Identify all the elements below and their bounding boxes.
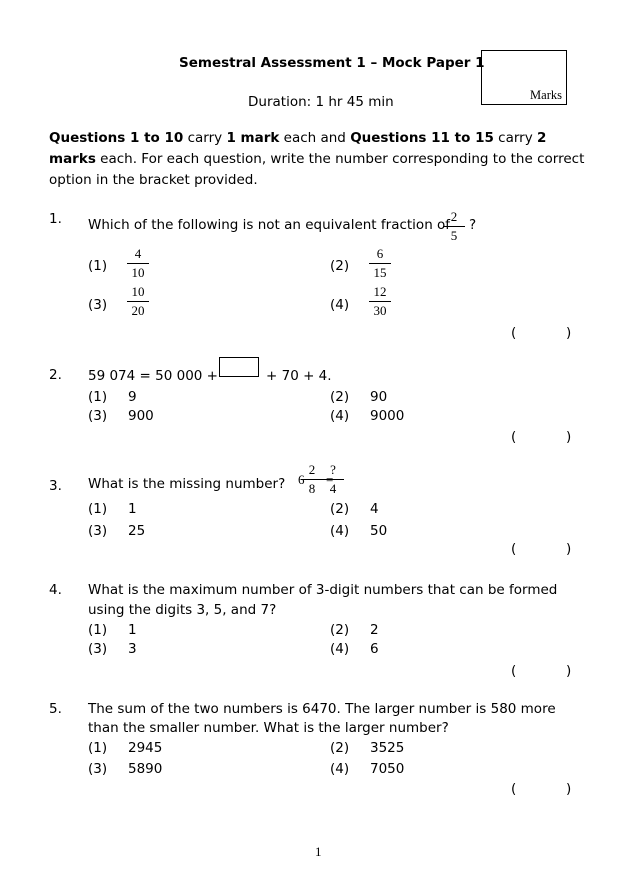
q3-equation	[296, 462, 356, 498]
q3-bracket-close: )	[566, 541, 572, 557]
q1-option-3-fraction	[127, 284, 149, 319]
instr-text-2: each and	[279, 130, 351, 146]
q5-answer-space[interactable]	[520, 778, 566, 798]
q5-bracket-close: )	[566, 781, 572, 797]
q5-number: 5.	[49, 701, 62, 717]
q3-number: 3.	[49, 478, 62, 494]
q3-option-3-label: (3)	[88, 523, 108, 539]
q1-bracket-close: )	[566, 325, 572, 341]
fraction-bar	[322, 479, 344, 480]
q5-option-4-label: (4)	[330, 761, 350, 777]
q1-number: 1.	[49, 211, 62, 227]
q3-option-2-value: 4	[370, 501, 379, 517]
duration-text: Duration: 1 hr 45 min	[248, 94, 394, 110]
q3-option-1-value: 1	[128, 501, 137, 517]
instr-text-1: carry	[183, 130, 227, 146]
instr-bold-3: Questions 11 to 15	[350, 130, 494, 146]
q2-bracket-close: )	[566, 429, 572, 445]
q5-option-3-label: (3)	[88, 761, 108, 777]
q3-option-4-label: (4)	[330, 523, 350, 539]
instr-bold-1: Questions 1 to 10	[49, 130, 184, 146]
q5-option-3-value: 5890	[128, 761, 163, 777]
q3-fraction-a	[301, 462, 323, 497]
q1-option-4-label: (4)	[330, 297, 350, 313]
fraction-bar	[369, 263, 391, 264]
q4-option-1-label: (1)	[88, 622, 108, 638]
q4-option-3-label: (3)	[88, 641, 108, 657]
instr-bold-2: 1 mark	[226, 130, 280, 146]
q1-opt4-n: 12	[373, 284, 387, 299]
q1-opt3-n: 10	[131, 284, 145, 299]
q3-answer-space[interactable]	[520, 538, 566, 558]
q2-option-1-value: 9	[128, 389, 137, 405]
q4-option-4-value: 6	[370, 641, 379, 657]
fraction-bar	[443, 226, 465, 227]
q3-option-4-value: 50	[370, 523, 388, 539]
q1-option-2-label: (2)	[330, 258, 350, 274]
q3-fb-n: ?	[330, 462, 336, 477]
q2-number: 2.	[49, 367, 62, 383]
q3-text: What is the missing number?	[88, 476, 286, 492]
q5-option-1-label: (1)	[88, 740, 108, 756]
q2-text-after: + 70 + 4.	[266, 368, 332, 384]
instructions	[49, 128, 597, 191]
fraction-bar	[127, 301, 149, 302]
q2-option-1-label: (1)	[88, 389, 108, 405]
q5-option-2-value: 3525	[370, 740, 405, 756]
q4-bracket-close: )	[566, 663, 572, 679]
q1-option-1-fraction	[127, 246, 149, 281]
q1-opt1-d: 10	[131, 265, 145, 280]
fraction-bar	[369, 301, 391, 302]
q5-line-2: than the smaller number. What is the larger number?	[88, 720, 449, 736]
q5-option-4-value: 7050	[370, 761, 405, 777]
paper-title: Semestral Assessment 1 – Mock Paper 1	[179, 55, 485, 71]
q3-fa-d: 8	[308, 481, 316, 496]
q1-text: Which of the following is not an equivalent fraction of	[88, 217, 451, 233]
q5-option-2-label: (2)	[330, 740, 350, 756]
q1-opt2-d: 15	[373, 265, 387, 280]
q3-option-2-label: (2)	[330, 501, 350, 517]
q1-option-1-label: (1)	[88, 258, 108, 274]
q1-opt2-n: 6	[376, 246, 384, 261]
q1-bracket-open: (	[511, 325, 517, 341]
q3-fraction-b	[322, 462, 344, 497]
q1-fraction	[443, 209, 465, 244]
fraction-bar	[127, 263, 149, 264]
q5-bracket-open: (	[511, 781, 517, 797]
q1-option-4-fraction	[369, 284, 391, 319]
q1-opt3-d: 20	[131, 303, 145, 318]
q2-option-4-value: 9000	[370, 408, 405, 424]
q1-option-3-label: (3)	[88, 297, 108, 313]
q1-fraction-numerator: 2	[450, 209, 458, 224]
q2-option-3-label: (3)	[88, 408, 108, 424]
marks-box[interactable]	[481, 50, 567, 105]
q2-text-before: 59 074 = 50 000 +	[88, 368, 218, 384]
q3-fa-n: 2	[308, 462, 316, 477]
q2-blank-box[interactable]	[219, 357, 259, 377]
q2-option-2-label: (2)	[330, 389, 350, 405]
q4-line-2: using the digits 3, 5, and 7?	[88, 602, 277, 618]
q2-answer-space[interactable]	[520, 426, 566, 446]
instr-bold-4: 2 marks	[49, 130, 547, 167]
q1-opt1-n: 4	[134, 246, 142, 261]
q3-equals: =	[326, 472, 334, 487]
instr-text-4: each. For each question, write the number corresponding to the correct option in the bracket provided.	[49, 151, 585, 188]
marks-label: Marks	[530, 88, 562, 102]
q5-line-1: The sum of the two numbers is 6470. The larger number is 580 more	[88, 701, 556, 717]
q4-bracket-open: (	[511, 663, 517, 679]
q3-bracket-open: (	[511, 541, 517, 557]
q3-whole-number: 6	[298, 472, 305, 487]
q4-option-2-value: 2	[370, 622, 379, 638]
q5-option-1-value: 2945	[128, 740, 163, 756]
instr-text-3: carry	[493, 130, 538, 146]
q4-number: 4.	[49, 582, 62, 598]
q1-question-mark: ?	[469, 217, 477, 233]
q4-option-2-label: (2)	[330, 622, 350, 638]
q3-option-3-value: 25	[128, 523, 146, 539]
q4-option-4-label: (4)	[330, 641, 350, 657]
q3-fb-d: 4	[329, 481, 337, 496]
q1-opt4-d: 30	[373, 303, 387, 318]
q1-answer-space[interactable]	[520, 322, 566, 342]
q2-option-3-value: 900	[128, 408, 154, 424]
q1-fraction-denominator: 5	[450, 228, 458, 243]
fraction-bar	[301, 479, 323, 480]
q1-option-2-fraction	[369, 246, 391, 281]
q4-line-1: What is the maximum number of 3-digit numbers that can be formed	[88, 582, 558, 598]
q2-option-4-label: (4)	[330, 408, 350, 424]
page-number: 1	[315, 844, 322, 859]
q4-option-1-value: 1	[128, 622, 137, 638]
q4-answer-space[interactable]	[520, 660, 566, 680]
q3-option-1-label: (1)	[88, 501, 108, 517]
q2-bracket-open: (	[511, 429, 517, 445]
q4-option-3-value: 3	[128, 641, 137, 657]
q2-option-2-value: 90	[370, 389, 388, 405]
